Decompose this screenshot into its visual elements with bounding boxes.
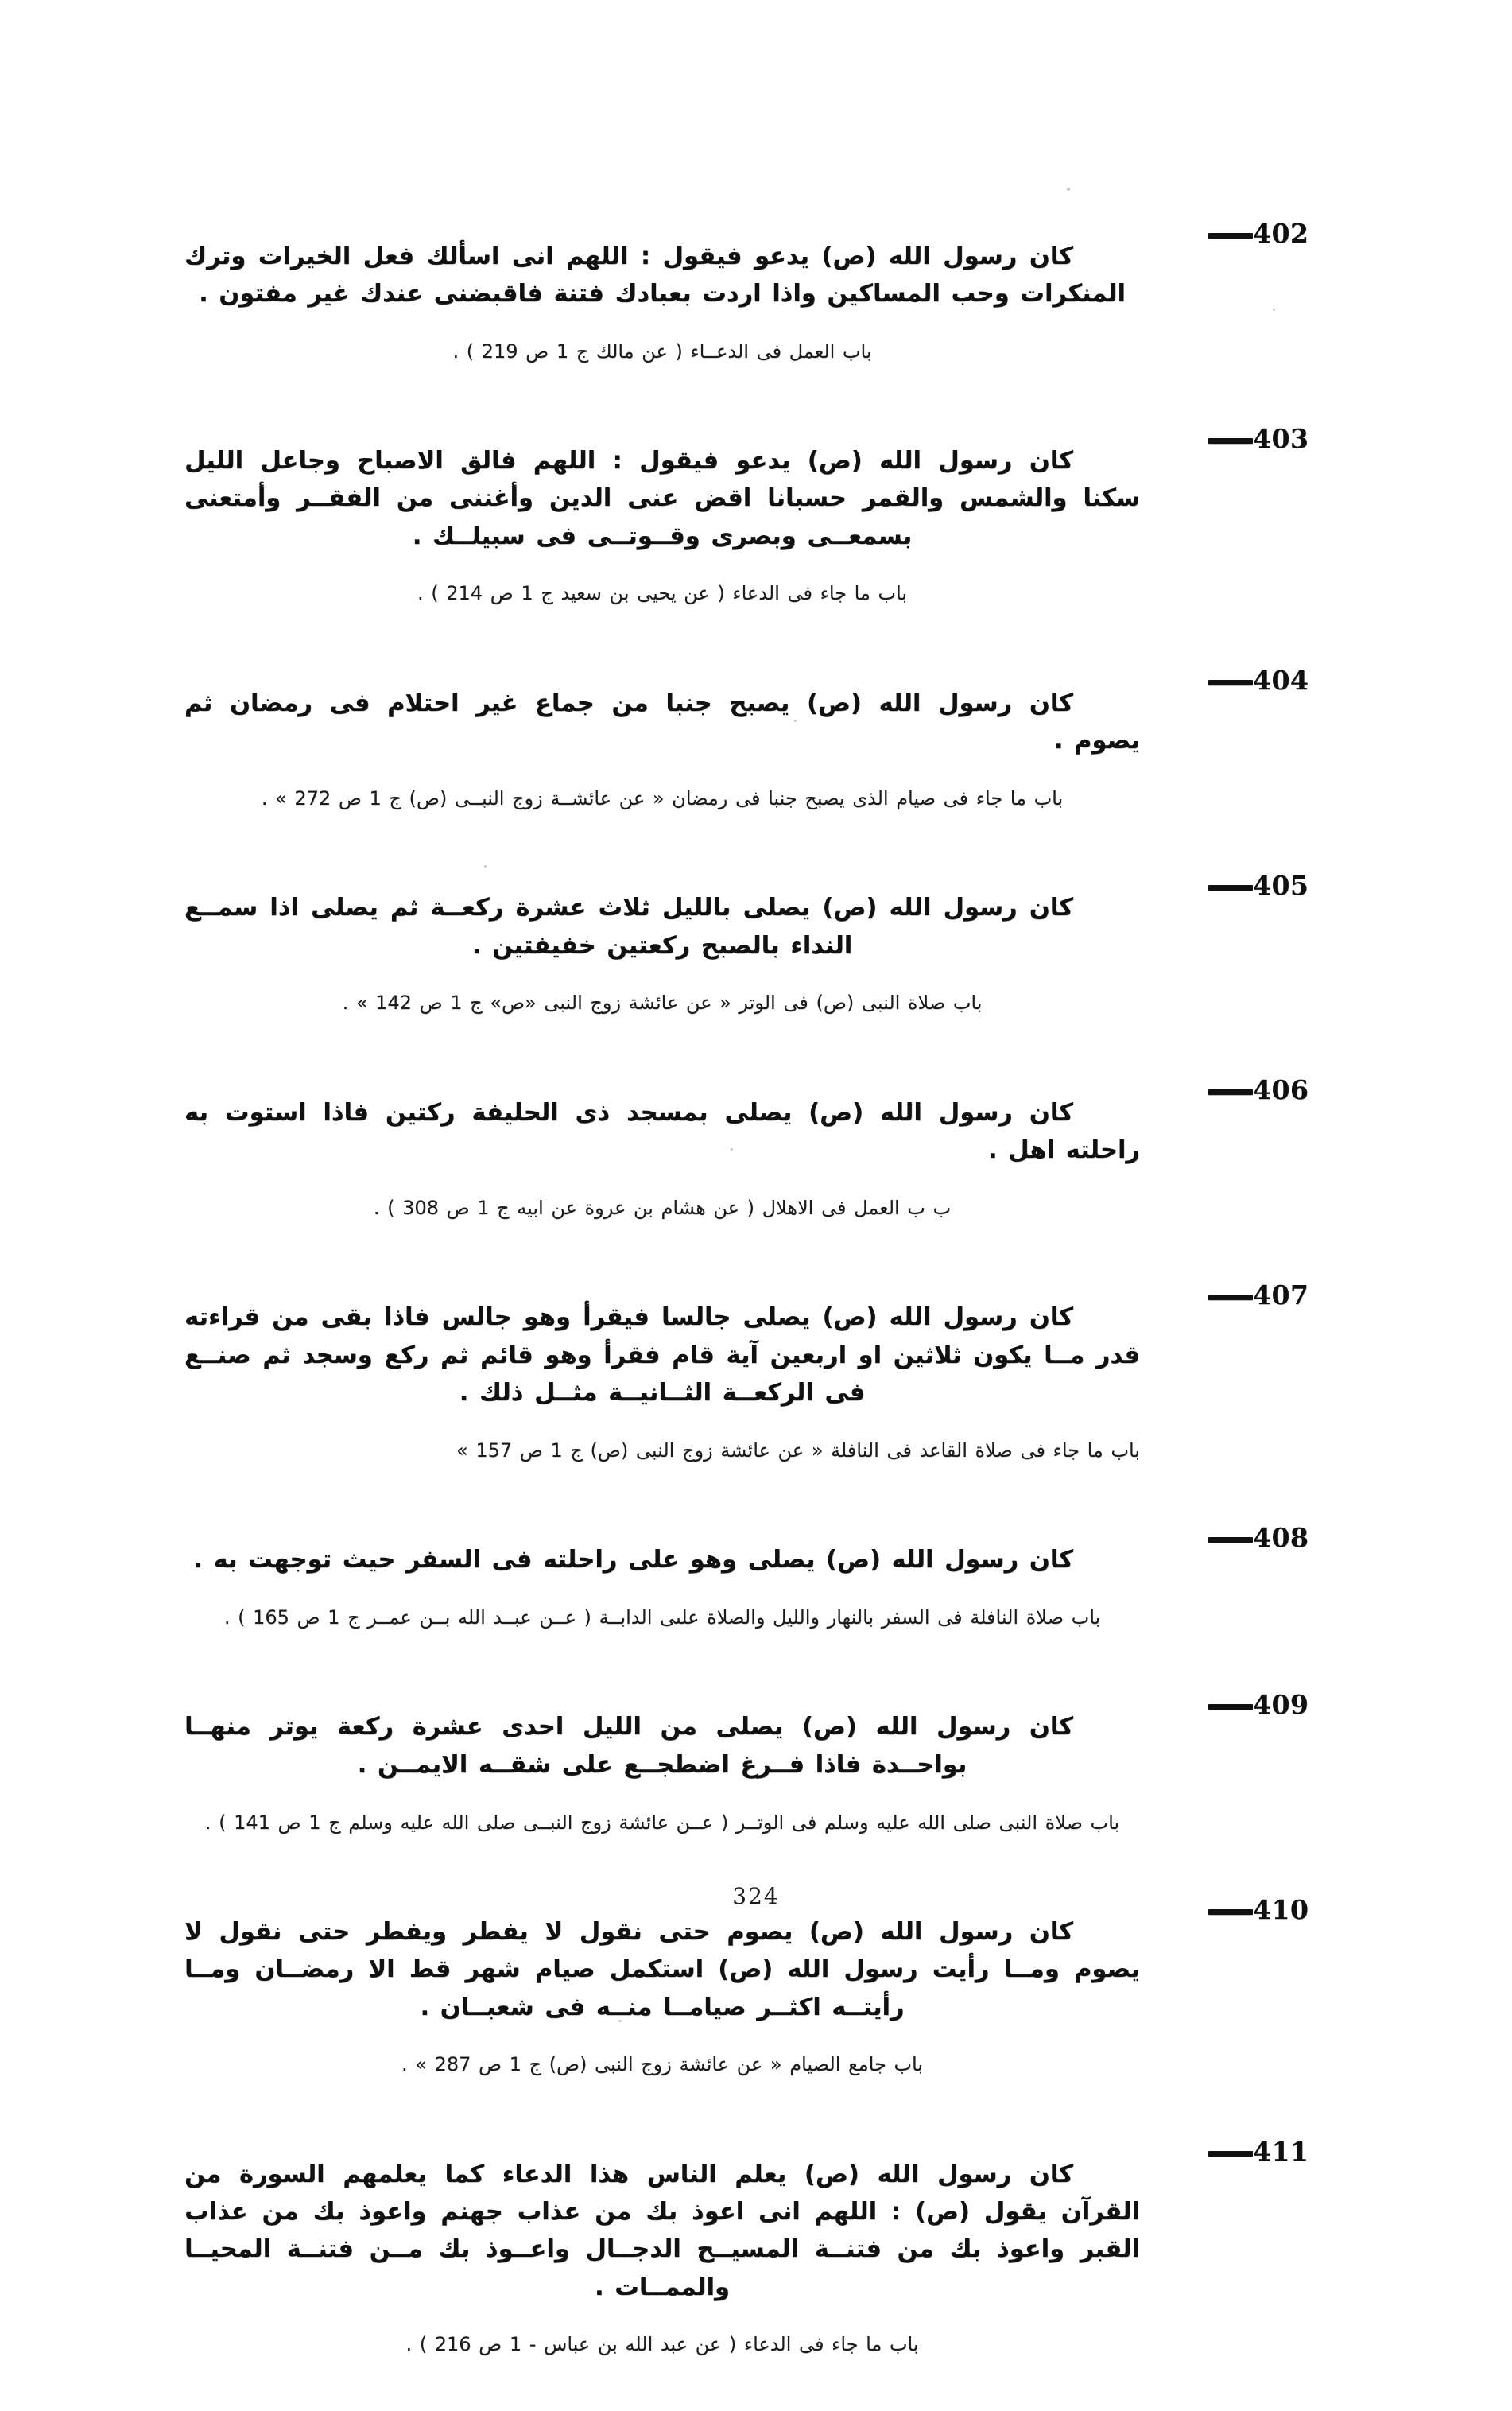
entry-text: كان رسول الله (ص) يعلم الناس هذا الدعاء كما يعلمهم السورة من القرآن يقول (ص) : اللهم انى اعوذ بك من عذاب جهنم واعوذ بك من عذاب القبر واعوذ بك من فتنــة المسيــح الدجــال واعــوذ بك مــن فتنــة المحيــا والممــات . (184, 2160, 1140, 2301)
entry-dash-icon (1208, 680, 1253, 685)
entry-body (184, 865, 1140, 1037)
entry-body (184, 418, 1140, 627)
entry-text: كان رسول الله (ص) يصبح جنبا من جماع غير احتلام فى رمضان ثم يصوم . (184, 689, 1140, 755)
entry-text: كان رسول الله (ص) يصلى من الليل احدى عشرة ركعة يوتر منهــا بواحــدة فاذا فــرغ اضطجــع على شقــه الايمــن . (184, 1713, 1073, 1779)
entry-source: باب ما جاء فى الدعاء ( عن عبد الله بن عباس - 1 ص 216 ) . (405, 2333, 919, 2356)
entry-source: ب ب العمل فى الاهلال ( عن هشام بن عروة عن ابيه ج 1 ص 308 ) . (373, 1196, 952, 1219)
index-entry (184, 660, 1328, 832)
entry-source: باب صلاة النبى (ص) فى الوتر « عن عائشة زوج النبى «ص» ج 1 ص 142 » . (342, 992, 983, 1015)
entry-body (184, 660, 1140, 832)
index-entry (184, 1275, 1328, 1484)
entry-number: 409 (1253, 1688, 1309, 1720)
entry-source: باب ما جاء فى صيام الذى يصبح جنبا فى رمضان « عن عائشــة زوج النبــى (ص) ج 1 ص 272 » . (261, 786, 1064, 809)
entry-dash-icon (1208, 233, 1253, 239)
entry-dash-icon (1208, 1089, 1253, 1095)
entry-text: كان رسول الله (ص) يدعو فيقول : اللهم فالق الاصباح وجاعل الليل سكنا والشمس والقمر حسبانا اقض عنى الدين وأغننى من الفقــر وأمتعنى بسمعــى وبصرى وقــوتــى فى سبيلــك . (184, 447, 1140, 550)
entry-source: باب صلاة النافلة فى السفر بالنهار والليل والصلاة علىى الدابــة ( عــن عبــد الله بــن عمــر ج 1 ص 165 ) . (223, 1605, 1101, 1629)
entry-dash-icon (1208, 1909, 1253, 1915)
entry-text: كان رسول الله (ص) يصلى وهو على راحلته فى السفر حيث توجهت به . (193, 1546, 1073, 1574)
index-entry (184, 418, 1328, 627)
entry-source: باب ما جاء فى الدعاء ( عن يحيى بن سعيد ج 1 ص 214 ) . (417, 582, 908, 605)
index-entry (184, 1070, 1328, 1241)
entry-dash-icon (1208, 1704, 1253, 1710)
entry-list (184, 213, 1328, 2411)
entry-body (184, 2131, 1140, 2378)
entry-text: كان رسول الله (ص) يصلى جالسا فيقرأ وهو جالس فاذا بقى من قراءته قدر مــا يكون ثلاثين او اربعين آية قام فقرأ وهو قائم ثم ركع وسجد ثم صنــع فى الركعــة الثــانيــة مثــل ذلك . (184, 1303, 1140, 1407)
entry-body (184, 213, 1140, 385)
entry-body (184, 1517, 1140, 1651)
entry-source: باب صلاة النبى صلى الله عليه وسلم فى الوتــر ( عــن عائشة زوج النبــى صلى الله عليه وسلم ج 1 ص 141 ) . (204, 1811, 1120, 1834)
entry-number-gutter (1140, 1275, 1328, 1310)
entry-source: باب العمل فى الدعــاء ( عن مالك ج 1 ص 219 ) . (452, 340, 872, 363)
entry-number: 406 (1253, 1074, 1309, 1106)
index-entry (184, 2131, 1328, 2378)
entry-number-gutter (1140, 865, 1328, 901)
entry-number-gutter (1140, 1517, 1328, 1553)
index-entry (184, 1889, 1328, 2098)
entry-text: كان رسول الله (ص) يصوم حتى نقول لا يفطر ويفطر حتى نقول لا يصوم ومــا رأيت رسول الله (ص) استكمل صيام شهر قط الا رمضــان ومــا رأيتــه اكثــر صيامــا منــه فى شعبــان . (184, 1918, 1140, 2021)
scan-speck (1067, 188, 1070, 191)
entry-body (184, 1070, 1140, 1241)
entry-source: باب ما جاء فى صلاة القاعد فى النافلة « عن عائشة زوج النبى (ص) ج 1 ص 157 » (456, 1438, 1140, 1462)
entry-dash-icon (1208, 1295, 1253, 1300)
entry-body (184, 1889, 1140, 2098)
page-number: 324 (732, 1883, 780, 1909)
entry-text: كان رسول الله (ص) يصلى بمسجد ذى الحليفة ركتين فاذا استوت به راحلته اهل . (184, 1098, 1140, 1165)
entry-dash-icon (1208, 438, 1253, 444)
entry-number-gutter (1140, 213, 1328, 249)
entry-body (184, 1275, 1140, 1484)
entry-number: 403 (1253, 422, 1309, 454)
entry-source: باب جامع الصيام « عن عائشة زوج النبى (ص) ج 1 ص 287 » . (401, 2053, 924, 2076)
entry-text: كان رسول الله (ص) يدعو فيقول : اللهم انى اسألك فعل الخيرات وترك المنكرات وحب المساكين واذا اردت بعبادك فتنة فاقبضنى عندك غير مفتون . (184, 242, 1126, 308)
entry-number: 405 (1253, 869, 1309, 901)
entry-number: 411 (1253, 2136, 1309, 2168)
index-entry (184, 1684, 1328, 1856)
entry-body (184, 1684, 1140, 1856)
entry-number: 402 (1253, 218, 1309, 249)
entry-number-gutter (1140, 1684, 1328, 1720)
entry-dash-icon (1208, 885, 1253, 891)
index-entry (184, 213, 1328, 385)
entry-dash-icon (1208, 1537, 1253, 1543)
entry-number-gutter (1140, 2131, 1328, 2167)
index-entry (184, 1517, 1328, 1651)
entry-number-gutter (1140, 1070, 1328, 1105)
entry-number: 408 (1253, 1521, 1309, 1553)
entry-number-gutter (1140, 660, 1328, 696)
entry-number: 404 (1253, 665, 1309, 697)
entry-number: 407 (1253, 1279, 1309, 1310)
entry-dash-icon (1208, 2151, 1253, 2157)
entry-number: 410 (1253, 1893, 1309, 1925)
entry-text: كان رسول الله (ص) يصلى بالليل ثلاث عشرة ركعــة ثم يصلى اذا سمــع النداء بالصبح ركعتين خفيفتين . (184, 894, 1073, 960)
index-entry (184, 865, 1328, 1037)
entry-number-gutter (1140, 418, 1328, 454)
